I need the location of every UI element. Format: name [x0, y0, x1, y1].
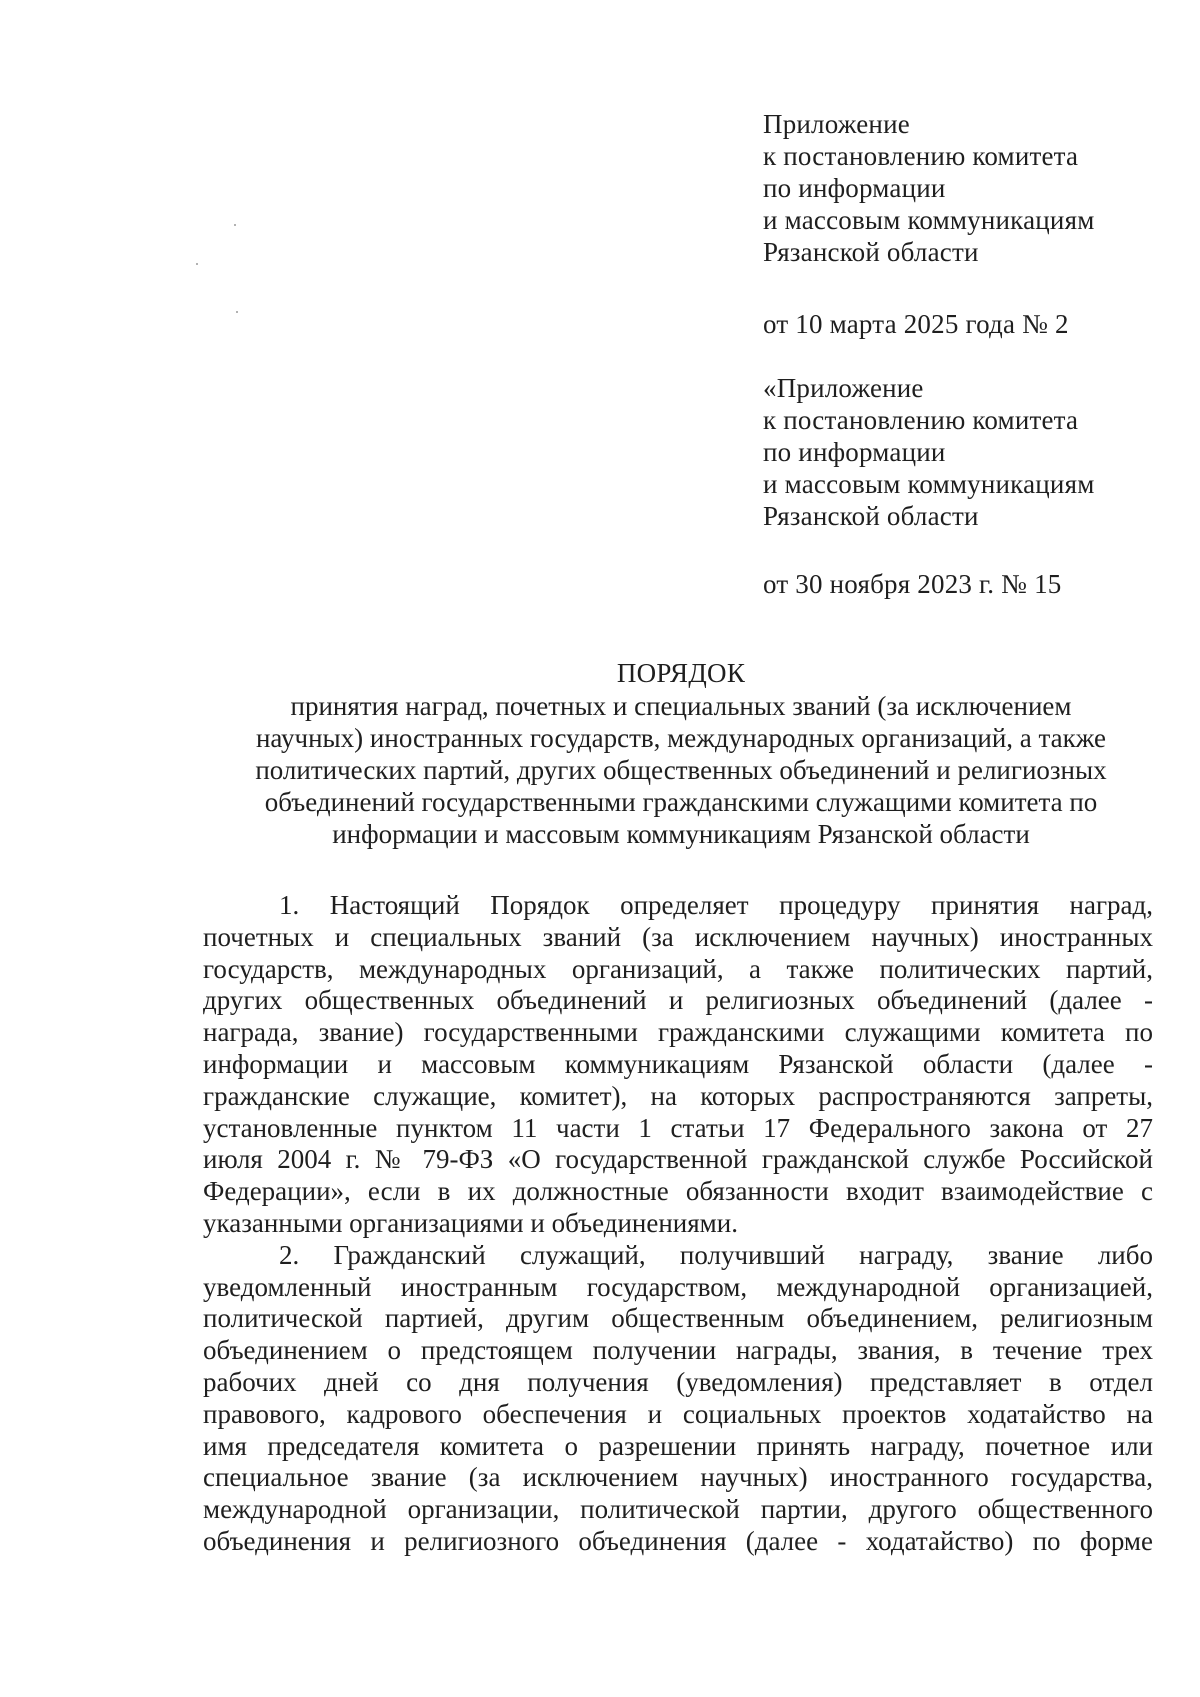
paragraph-line: 1. Настоящий Порядок определяет процедуру принятия наград, [279, 890, 1153, 920]
appendix-line: к постановлению комитета [763, 405, 1079, 435]
paragraph-line: объединением о предстоящем получении награды, звания, в течение трех [203, 1335, 1153, 1366]
paragraph-line: награда, звание) государственными гражданскими служащими комитета по [203, 1017, 1153, 1048]
scan-speck [196, 263, 198, 265]
paragraph-line: имя председателя комитета о разрешении принять награду, почетное или [203, 1430, 1153, 1461]
paragraph-1 [203, 890, 1153, 1240]
paragraph-line: уведомленный иностранным государством, международной организацией, [203, 1271, 1153, 1302]
subtitle-line: научных) иностранных государств, международных организаций, а также [255, 723, 1107, 753]
paragraph-line: указанными организациями и объединениями. [203, 1207, 738, 1238]
scan-speck [236, 311, 238, 313]
paragraph-line: политической партией, другим общественным объединением, религиозным [203, 1303, 1153, 1334]
paragraph-line: гражданские служащие, комитет), на которых распространяются запреты, [203, 1080, 1153, 1111]
appendix-line: «Приложение [763, 373, 924, 403]
appendix-line: по информации [763, 173, 946, 203]
appendix-line: Рязанской области [763, 501, 979, 531]
paragraph-line: специальное звание (за исключением научных) иностранного государства, [203, 1462, 1153, 1493]
appendix-line: и массовым коммуникациям [763, 469, 1095, 499]
appendix-date-current [763, 308, 1163, 340]
paragraph-line: информации и массовым коммуникациям Рязанской области (далее - [203, 1048, 1153, 1079]
paragraph-line: рабочих дней со дня получения (уведомления) представляет в отдел [203, 1366, 1153, 1397]
document-title: ПОРЯДОК [616, 658, 746, 688]
paragraph-line: почетных и специальных званий (за исключением научных) иностранных [203, 921, 1153, 952]
appendix-line: и массовым коммуникациям [763, 205, 1095, 235]
paragraph-line: других общественных объединений и религиозных объединений (далее - [203, 985, 1153, 1016]
appendix-line: Приложение [763, 109, 910, 139]
appendix-header-current [763, 108, 1163, 268]
paragraph-line: 2. Гражданский служащий, получивший награду, звание либо [279, 1239, 1153, 1270]
paragraph-2 [203, 1240, 1153, 1558]
paragraph-line: Федерации», если в их должностные обязанности входит взаимодействие с [203, 1176, 1153, 1207]
appendix-date-original [763, 568, 1163, 600]
paragraph-line: установленные пунктом 11 части 1 статьи 17 Федерального закона от 27 [203, 1112, 1153, 1143]
subtitle-line: принятия наград, почетных и специальных званий (за исключением [290, 691, 1072, 721]
appendix-line: к постановлению комитета [763, 141, 1079, 171]
paragraph-line: международной организации, политической партии, другого общественного [203, 1494, 1153, 1525]
appendix-date: от 30 ноября 2023 г. № 15 [763, 569, 1062, 599]
appendix-date: от 10 марта 2025 года № 2 [763, 309, 1069, 339]
document-subtitle [225, 690, 1137, 850]
scan-speck [234, 224, 236, 226]
paragraph-line: государств, международных организаций, а также политических партий, [203, 953, 1153, 984]
appendix-line: Рязанской области [763, 237, 979, 267]
subtitle-line: информации и массовым коммуникациям Рязанской области [332, 819, 1030, 849]
paragraph-line: правового, кадрового обеспечения и социальных проектов ходатайство на [203, 1398, 1153, 1429]
appendix-line: по информации [763, 437, 946, 467]
appendix-header-original [763, 372, 1163, 532]
subtitle-line: политических партий, других общественных объединений и религиозных [255, 755, 1107, 785]
document-body [203, 890, 1153, 1558]
subtitle-line: объединений государственными гражданскими служащими комитета по [264, 787, 1098, 817]
paragraph-line: объединения и религиозного объединения (далее - ходатайство) по форме [203, 1525, 1153, 1556]
paragraph-line: июля 2004 г. № 79-ФЗ «О государственной гражданской службе Российской [203, 1144, 1153, 1175]
